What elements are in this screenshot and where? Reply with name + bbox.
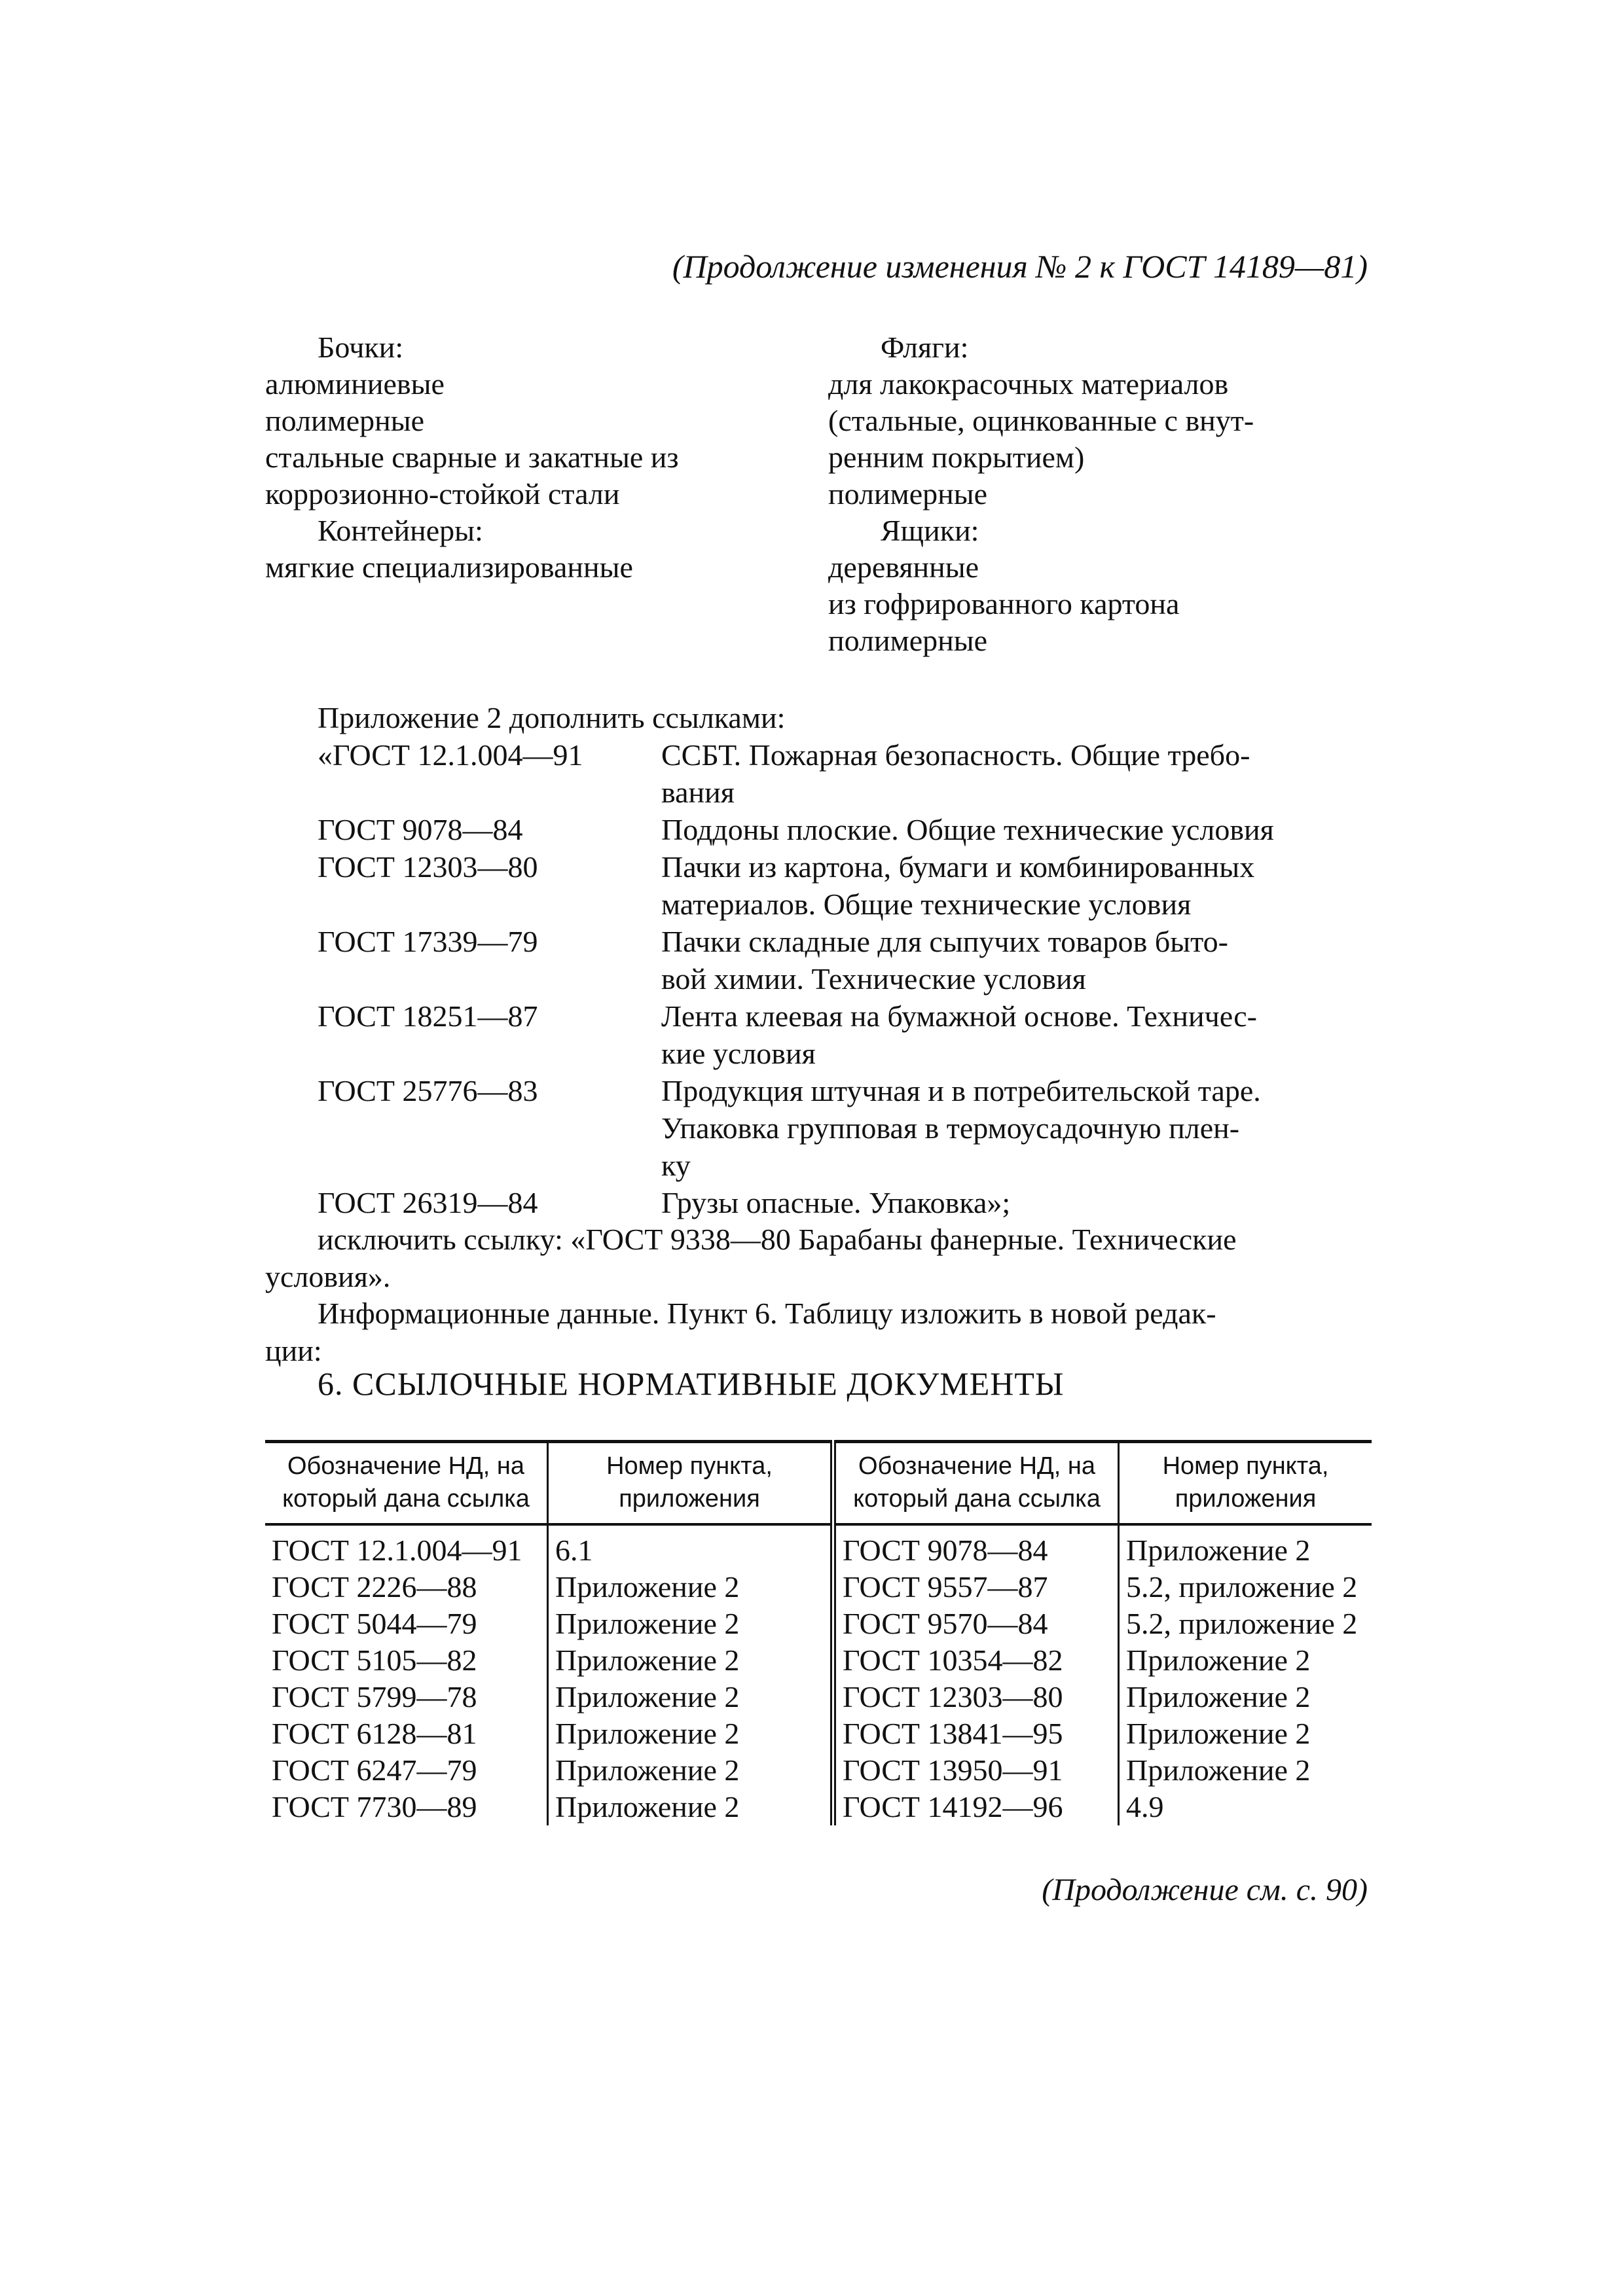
reference-desc xyxy=(661,923,1372,997)
right-line: (стальные, оцинкованные с внут- xyxy=(828,404,1254,437)
right-line: Ящики: xyxy=(881,514,979,547)
appendix-intro: Приложение 2 дополнить ссылками: xyxy=(318,701,786,734)
reference-code: ГОСТ 18251—87 xyxy=(318,999,538,1033)
table-header: Обозначение НД, на который дана ссылка xyxy=(265,1442,548,1525)
references-table xyxy=(265,1440,1372,1825)
table-cell: ГОСТ 7730—89 xyxy=(265,1789,548,1825)
exclude-paragraph xyxy=(265,1221,1372,1295)
left-line: полимерные xyxy=(265,404,425,437)
reference-row xyxy=(318,811,1372,848)
table-cell: ГОСТ 2226—88 xyxy=(265,1569,548,1605)
continuation-footer: (Продолжение см. с. 90) xyxy=(1042,1873,1368,1907)
left-line: Бочки: xyxy=(318,331,404,364)
table-cell: ГОСТ 12.1.004—91 xyxy=(265,1524,548,1569)
table-cell: Приложение 2 xyxy=(548,1715,833,1752)
reference-desc xyxy=(661,997,1372,1072)
info-paragraph xyxy=(265,1295,1372,1369)
reference-row xyxy=(318,923,1372,997)
reference-row xyxy=(318,997,1372,1072)
table-cell: ГОСТ 5105—82 xyxy=(265,1642,548,1679)
right-line: полимерные xyxy=(828,477,988,511)
reference-desc xyxy=(661,848,1372,923)
table-cell: ГОСТ 13950—91 xyxy=(833,1752,1119,1789)
reference-desc-line: Лента клеевая на бумажной основе. Техничес- xyxy=(661,999,1258,1033)
table-header-row xyxy=(265,1442,1372,1525)
reference-row xyxy=(318,1072,1372,1184)
left-line: коррозионно-стойкой стали xyxy=(265,477,620,511)
table-row xyxy=(265,1679,1372,1715)
table-cell: Приложение 2 xyxy=(1126,1753,1311,1787)
left-line-text: стальные сварные и закатные из xyxy=(265,440,679,474)
table-row xyxy=(265,1569,1372,1605)
reference-desc-line: Продукция штучная и в потребительской таре. xyxy=(661,1074,1261,1107)
table-cell: Приложение 2 xyxy=(548,1752,833,1789)
left-line: Контейнеры: xyxy=(318,514,483,547)
table-cell: 5.2, приложение 2 xyxy=(1126,1607,1358,1640)
reference-desc xyxy=(661,1184,1372,1221)
table-cell: Приложение 2 xyxy=(1126,1680,1311,1713)
table-header: Номер пункта, приложения xyxy=(1119,1442,1372,1525)
reference-code: ГОСТ 17339—79 xyxy=(318,925,538,958)
left-line: мягкие специализированные xyxy=(265,550,633,584)
table-cell: Приложение 2 xyxy=(548,1679,833,1715)
table-cell: Приложение 2 xyxy=(1126,1643,1311,1677)
table-cell: ГОСТ 5044—79 xyxy=(265,1605,548,1642)
table-cell: ГОСТ 6247—79 xyxy=(265,1752,548,1789)
table-row xyxy=(265,1605,1372,1642)
table-row xyxy=(265,1789,1372,1825)
reference-desc-line: Грузы опасные. Упаковка»; xyxy=(661,1186,1011,1219)
left-column xyxy=(265,329,802,586)
reference-desc-line: Упаковка групповая в термоусадочную плен- xyxy=(661,1111,1240,1145)
table-cell: ГОСТ 9078—84 xyxy=(833,1524,1119,1569)
info-line: ции: xyxy=(265,1334,322,1367)
reference-row xyxy=(318,848,1372,923)
table-cell: Приложение 2 xyxy=(548,1605,833,1642)
right-line: Фляги: xyxy=(881,331,969,364)
reference-desc-line: Пачки складные для сыпучих товаров быто- xyxy=(661,925,1228,958)
references-block xyxy=(318,699,1372,1221)
reference-desc xyxy=(661,1072,1372,1184)
reference-desc-line: Пачки из картона, бумаги и комбинированных xyxy=(661,850,1255,884)
continuation-header: (Продолжение изменения № 2 к ГОСТ 14189—81) xyxy=(672,248,1368,285)
table-cell: Приложение 2 xyxy=(1126,1717,1311,1750)
table-cell: Приложение 2 xyxy=(548,1789,833,1825)
reference-code: ГОСТ 26319—84 xyxy=(318,1186,538,1219)
reference-code: ГОСТ 12303—80 xyxy=(318,850,538,884)
right-line: деревянные xyxy=(828,550,979,584)
right-line: для лакокрасочных материалов xyxy=(828,367,1229,401)
reference-desc xyxy=(661,736,1372,811)
reference-code: «ГОСТ 12.1.004—91 xyxy=(318,738,583,772)
left-line: алюминиевые xyxy=(265,367,445,401)
table-cell: ГОСТ 5799—78 xyxy=(265,1679,548,1715)
reference-desc-line: материалов. Общие технические условия xyxy=(661,888,1192,921)
table-cell: ГОСТ 10354—82 xyxy=(833,1642,1119,1679)
section-heading: 6. ССЫЛОЧНЫЕ НОРМАТИВНЫЕ ДОКУМЕНТЫ xyxy=(318,1365,1065,1402)
right-column xyxy=(828,329,1372,659)
reference-desc-line: кие условия xyxy=(661,1037,816,1070)
table-cell: 5.2, приложение 2 xyxy=(1126,1570,1358,1604)
right-line: из гофрированного картона xyxy=(828,587,1180,620)
table-cell: ГОСТ 12303—80 xyxy=(833,1679,1119,1715)
table-cell: Приложение 2 xyxy=(548,1642,833,1679)
reference-row xyxy=(318,736,1372,811)
table-cell: 4.9 xyxy=(1126,1790,1164,1823)
table-cell: ГОСТ 14192—96 xyxy=(833,1789,1119,1825)
right-line: ренним покрытием) xyxy=(828,440,1085,474)
table-cell: Приложение 2 xyxy=(1126,1534,1311,1567)
reference-desc xyxy=(661,811,1372,848)
reference-desc-line: ССБТ. Пожарная безопасность. Общие требо- xyxy=(661,738,1250,772)
table-cell: ГОСТ 13841—95 xyxy=(833,1715,1119,1752)
table-header: Обозначение НД, на который дана ссылка xyxy=(833,1442,1119,1525)
table-cell: Приложение 2 xyxy=(548,1569,833,1605)
exclude-line: условия». xyxy=(265,1260,391,1293)
table-cell: 6.1 xyxy=(548,1524,833,1569)
reference-code: ГОСТ 25776—83 xyxy=(318,1074,538,1107)
reference-code: ГОСТ 9078—84 xyxy=(318,813,523,846)
reference-desc-line: Поддоны плоские. Общие технические условия xyxy=(661,813,1274,846)
table-cell: ГОСТ 9570—84 xyxy=(833,1605,1119,1642)
table-row xyxy=(265,1642,1372,1679)
reference-desc-line: вой химии. Технические условия xyxy=(661,962,1086,996)
info-line: Информационные данные. Пункт 6. Таблицу изложить в новой редак- xyxy=(318,1297,1216,1330)
exclude-line: исключить ссылку: «ГОСТ 9338—80 Барабаны фанерные. Технические xyxy=(318,1223,1237,1256)
reference-desc-line: вания xyxy=(661,776,735,809)
table-row xyxy=(265,1715,1372,1752)
table-cell: ГОСТ 6128—81 xyxy=(265,1715,548,1752)
reference-row xyxy=(318,1184,1372,1221)
reference-desc-line: ку xyxy=(661,1149,691,1182)
table-row xyxy=(265,1524,1372,1569)
right-line: полимерные xyxy=(828,624,988,657)
left-line xyxy=(265,439,802,476)
table-row xyxy=(265,1752,1372,1789)
table-cell: ГОСТ 9557—87 xyxy=(833,1569,1119,1605)
table-header: Номер пункта, приложения xyxy=(548,1442,833,1525)
